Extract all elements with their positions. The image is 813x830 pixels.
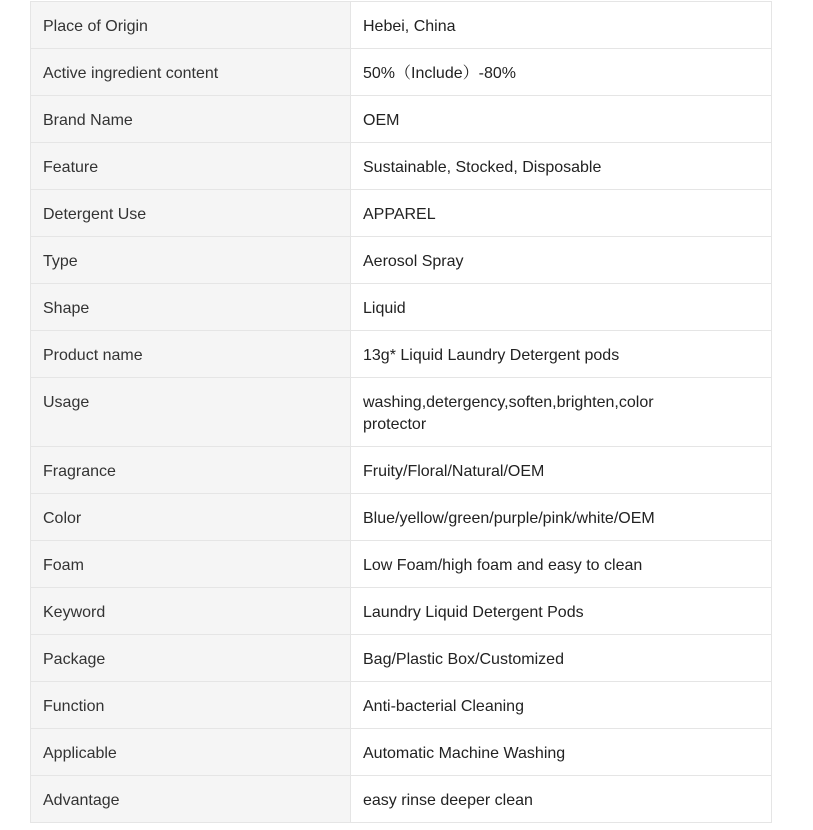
spec-label: Function [31,682,351,729]
spec-label: Place of Origin [31,2,351,49]
spec-label: Package [31,635,351,682]
table-row [31,143,772,190]
spec-value: 50%（Include）-80% [351,49,772,96]
spec-label: Type [31,237,351,284]
spec-value: Low Foam/high foam and easy to clean [351,541,772,588]
table-row [31,49,772,96]
spec-value: Liquid [351,284,772,331]
spec-label: Color [31,494,351,541]
spec-label: Brand Name [31,96,351,143]
spec-value: Aerosol Spray [351,237,772,284]
spec-value: Laundry Liquid Detergent Pods [351,588,772,635]
table-row [31,331,772,378]
table-row [31,776,772,823]
spec-label: Keyword [31,588,351,635]
spec-value: easy rinse deeper clean [351,776,772,823]
spec-label: Feature [31,143,351,190]
table-row [31,494,772,541]
table-row [31,682,772,729]
spec-value: OEM [351,96,772,143]
table-row [31,237,772,284]
table-row [31,190,772,237]
spec-label: Product name [31,331,351,378]
spec-label: Fragrance [31,447,351,494]
table-row [31,635,772,682]
table-row [31,2,772,49]
table-row [31,729,772,776]
spec-value: washing,detergency,soften,brighten,color protector [351,378,772,447]
spec-label: Active ingredient content [31,49,351,96]
spec-label: Foam [31,541,351,588]
specifications-table [30,1,772,823]
spec-value: Anti-bacterial Cleaning [351,682,772,729]
table-row [31,447,772,494]
spec-label: Shape [31,284,351,331]
spec-value: Fruity/Floral/Natural/OEM [351,447,772,494]
spec-value: Blue/yellow/green/purple/pink/white/OEM [351,494,772,541]
table-row [31,284,772,331]
spec-label: Advantage [31,776,351,823]
spec-value: Bag/Plastic Box/Customized [351,635,772,682]
spec-value: Sustainable, Stocked, Disposable [351,143,772,190]
table-row [31,96,772,143]
spec-value: 13g* Liquid Laundry Detergent pods [351,331,772,378]
spec-value: Hebei, China [351,2,772,49]
table-row [31,378,772,447]
spec-label: Detergent Use [31,190,351,237]
spec-value: Automatic Machine Washing [351,729,772,776]
spec-label: Applicable [31,729,351,776]
table-row [31,588,772,635]
table-row [31,541,772,588]
spec-value: APPAREL [351,190,772,237]
spec-label: Usage [31,378,351,447]
